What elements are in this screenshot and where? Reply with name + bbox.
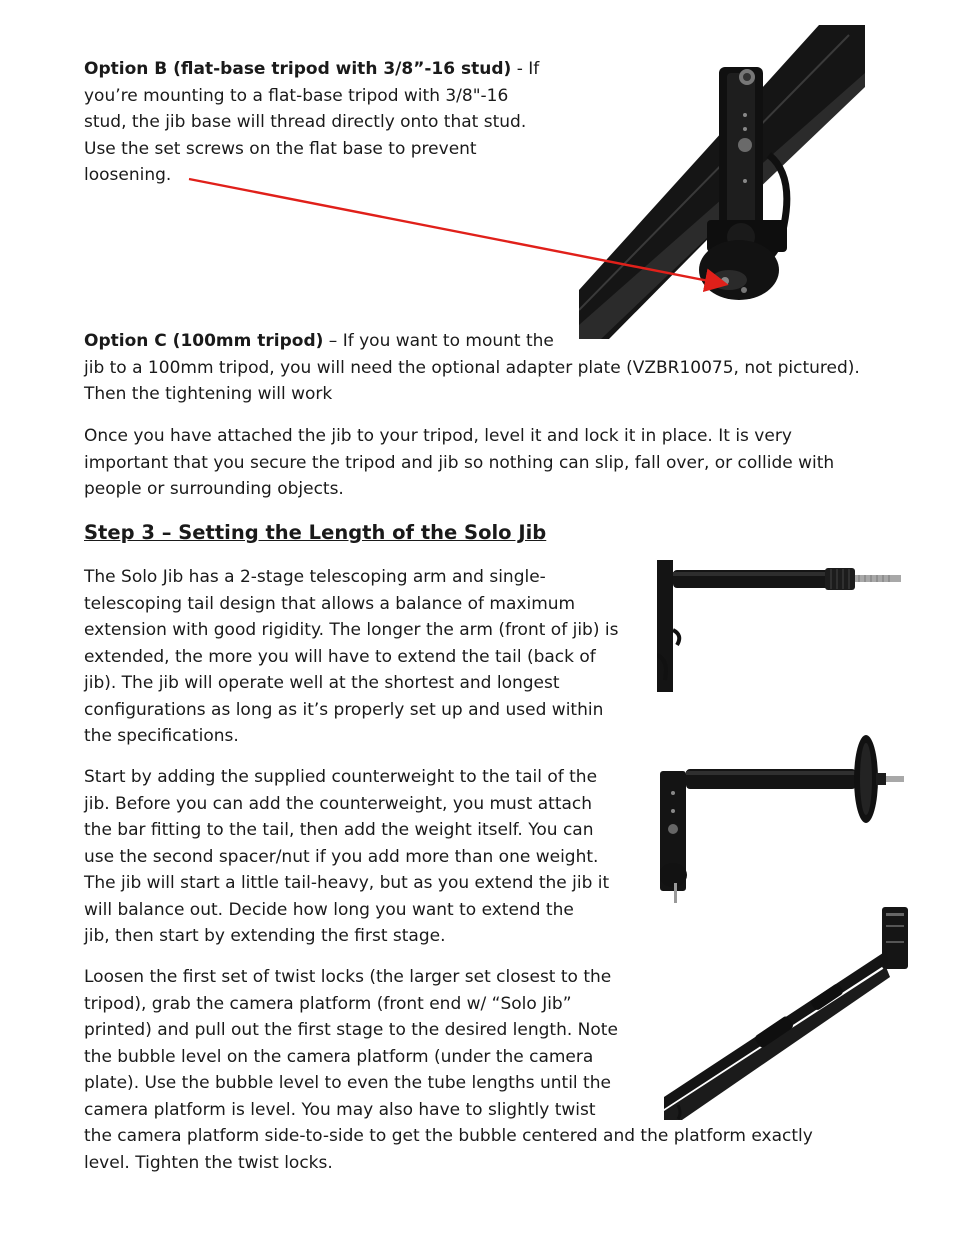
text-line: tripod), grab the camera platform (front end w/ “Solo Jib”: [84, 993, 572, 1014]
tail-bar-fitting-photo: [657, 560, 903, 692]
text-line: plate). Use the bubble level to even the tube lengths until the: [84, 1073, 611, 1093]
text-line: Use the set screws on the flat base to prevent: [84, 138, 477, 159]
text-line: use the second spacer/nut if you add more than one weight.: [84, 846, 599, 867]
twist-locks-paragraph: [84, 964, 813, 1176]
option-b-paragraph: [84, 56, 539, 189]
text-line: jib). The jib will operate well at the shortest and longest: [84, 673, 560, 693]
text-line: configurations as long as it’s properly set up and used within: [84, 699, 604, 720]
text-line: the bar fitting to the tail, then add the weight itself. You can: [84, 820, 594, 840]
text-line: jib. Before you can add the counterweight, you must attach: [84, 793, 593, 814]
text-line: jib to a 100mm tripod, you will need the optional adapter plate (VZBR10075, not pictured).: [84, 357, 860, 378]
text-line: camera platform is level. You may also have to slightly twist: [84, 1099, 596, 1120]
text-line: The jib will start a little tail-heavy, but as you extend the jib it: [84, 873, 610, 893]
text-line: – If you want to mount the: [323, 331, 554, 351]
text-line: telescoping tail design that allows a balance of maximum: [84, 593, 576, 614]
text-line: the bubble level on the camera platform (under the camera: [84, 1046, 594, 1067]
text-line: people or surrounding objects.: [84, 479, 344, 499]
text-line: - If: [511, 59, 540, 79]
text-line: Start by adding the supplied counterweight to the tail of the: [84, 767, 598, 787]
option-b-label: Option B (flat-base tripod with 3/8”-16 stud): [84, 59, 512, 79]
text-line: The Solo Jib has a 2-stage telescoping arm and single-: [84, 567, 546, 587]
telescoping-paragraph: [84, 564, 618, 750]
text-line: loosening.: [84, 165, 172, 185]
text-line: important that you secure the tripod and jib so nothing can slip, fall over, or collide with: [84, 452, 835, 473]
option-c-paragraph: [84, 328, 860, 408]
text-line: the specifications.: [84, 726, 239, 746]
jib-base-photo: [579, 25, 865, 339]
text-line: jib, then start by extending the first stage.: [84, 926, 446, 946]
text-line: Once you have attached the jib to your tripod, level it and lock it in place. It is very: [84, 426, 792, 446]
attach-paragraph: [84, 423, 834, 503]
step-3-heading: Step 3 – Setting the Length of the Solo Jib: [84, 521, 547, 544]
text-line: Loosen the first set of twist locks (the larger set closest to the: [84, 967, 612, 987]
text-line: level. Tighten the twist locks.: [84, 1152, 333, 1173]
text-line: extension with good rigidity. The longer the arm (front of jib) is: [84, 620, 619, 640]
text-line: you’re mounting to a flat-base tripod with 3/8"-16: [84, 85, 509, 106]
text-line: stud, the jib base will thread directly onto that stud.: [84, 112, 527, 132]
option-c-label: Option C (100mm tripod): [84, 331, 324, 351]
counterweight-photo: [660, 733, 905, 905]
text-line: the camera platform side-to-side to get the bubble centered and the platform exactly: [84, 1126, 813, 1146]
text-line: extended, the more you will have to extend the tail (back of: [84, 646, 596, 667]
text-line: will balance out. Decide how long you want to extend the: [84, 899, 574, 920]
text-line: Then the tightening will work: [84, 384, 333, 404]
text-line: printed) and pull out the first stage to the desired length. Note: [84, 1020, 618, 1040]
counterweight-paragraph: [84, 764, 609, 950]
